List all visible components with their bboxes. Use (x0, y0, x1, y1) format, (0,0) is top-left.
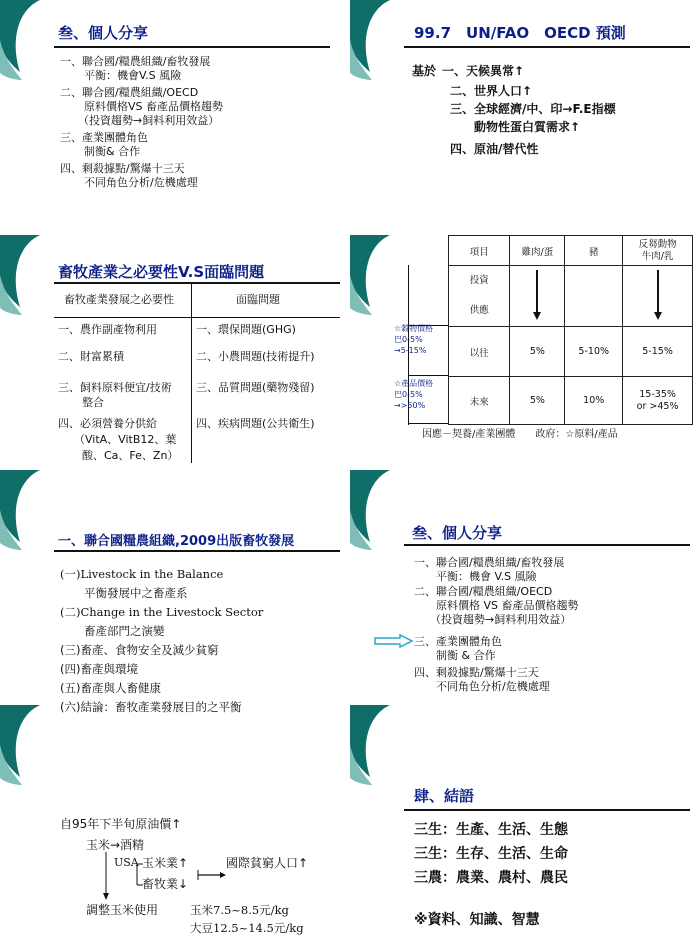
future-ruminant-line2: or >45% (636, 400, 679, 412)
text-line: 一、聯合國/糧農組織/畜牧發展 (60, 55, 211, 68)
text-line: 二、聯合國/糧農組織/OECD (414, 585, 553, 598)
title-underline (404, 809, 690, 811)
slide-1 (0, 0, 350, 235)
slide-5 (0, 470, 350, 714)
future-ruminant (623, 377, 693, 425)
ruminant-arrow-cell (623, 266, 693, 327)
left-item: 整合 (82, 396, 104, 409)
title-underline (54, 550, 340, 552)
header-pig: 豬 (565, 236, 623, 266)
text-line: (四)畜產與環境 (60, 662, 138, 676)
past-label-2: 巴0-5% (394, 335, 423, 344)
future-chicken: 5% (510, 377, 565, 425)
left-item: （VitA、VitB12、葉 (74, 433, 177, 446)
text-line: 畜產部門之演變 (84, 624, 165, 638)
text-line: 原料價格VS 畜產品價格趨勢 (84, 100, 224, 113)
text-line: 自95年下半旬原油價↑ (60, 817, 182, 831)
title-underline (54, 46, 330, 48)
header-ruminant (623, 236, 693, 266)
title-underline (54, 282, 340, 284)
future-ruminant-line1: 15-35% (639, 388, 676, 400)
header-ruminant-line2: 牛肉/乳 (641, 250, 674, 262)
slide-4 (350, 235, 700, 470)
left-item: 酸、Ca、Fe、Zn） (82, 449, 179, 462)
decoration-shape (350, 470, 410, 570)
text-line: 平衡：機會 V.S 風險 (436, 570, 537, 583)
text-line: 制衡& 合作 (84, 145, 141, 158)
future-label-1: ☆產品價格 (394, 379, 434, 388)
future-pig: 10% (565, 377, 623, 425)
pointer-arrow-icon (374, 634, 414, 648)
future-label-3: →>50% (394, 401, 426, 410)
usa-label: USA (114, 856, 139, 869)
text-line: (三)畜產、食物安全及減少貧窮 (60, 643, 219, 657)
poverty-text: 國際貧窮人口↑ (226, 856, 309, 870)
past-ruminant: 5-15% (623, 327, 693, 377)
past-label-1: ☆穀物價格 (394, 324, 434, 333)
slide-7 (0, 705, 350, 940)
header-item: 項目 (449, 236, 510, 266)
text-line: 原料價格 VS 畜產品價格趨勢 (436, 599, 579, 612)
text-line: (六)結論：畜牧產業發展目的之平衡 (60, 700, 242, 714)
header-chicken: 雞肉/蛋 (510, 236, 565, 266)
slide-title: 叁、個人分享 (412, 524, 503, 542)
prefix-text: 基於 (412, 64, 437, 78)
slide-3 (0, 235, 350, 470)
invest-label: 投資 (469, 275, 489, 286)
past-chicken: 5% (510, 327, 565, 377)
text-line: 玉米→酒精 (86, 838, 145, 852)
text-line: （投資趨勢→飼料利用效益） (430, 613, 572, 626)
left-item: 三、飼料原料便宜/技術 (58, 381, 172, 394)
text-line: 不同角色分析/危機處理 (84, 176, 198, 189)
text-line: 三、產業團體角色 (414, 635, 502, 648)
past-pig: 5-10% (565, 327, 623, 377)
livestock-industry: 畜牧業↓ (142, 877, 189, 891)
header-ruminant-line1: 反芻動物 (638, 238, 677, 250)
closing-line: 三生：生產、生活、生態 (414, 822, 568, 838)
text-line: 一、聯合國/糧農組織/畜牧發展 (414, 556, 565, 569)
text-line: 四、原油/替代性 (450, 142, 539, 156)
past-price-label (394, 323, 433, 356)
past-label-3: →5-15% (394, 346, 427, 355)
decoration-shape (0, 0, 60, 100)
decoration-shape (0, 235, 60, 335)
text-line: （投資趨勢→飼料利用效益） (78, 114, 220, 127)
text-line: (二)Change in the Livestock Sector (60, 605, 264, 619)
slide-title: 畜牧產業之必要性V.S面臨問題 (58, 263, 265, 281)
row-border (408, 375, 448, 376)
row-border (408, 423, 448, 424)
decoration-shape (350, 0, 410, 100)
left-item: 一、農作副產物利用 (58, 323, 157, 336)
slide-title: 99.7 UN/FAO OECD 預測 (414, 24, 626, 42)
decoration-shape (0, 470, 60, 570)
right-item: 二、小農問題(技術提升) (196, 350, 315, 363)
text-line: 制衡 & 合作 (436, 649, 496, 662)
text-line: 四、剩殺據點/驚爆十三天 (60, 162, 185, 175)
text-line: 四、剩殺據點/驚爆十三天 (414, 666, 539, 679)
slide-8 (350, 705, 700, 940)
left-item: 四、必須營養分供給 (58, 417, 157, 430)
slide-6 (350, 470, 700, 705)
right-item: 三、品質問題(藥物殘留) (196, 381, 315, 394)
text-line: 動物性蛋白質需求↑ (474, 120, 581, 134)
soy-price: 大豆12.5~14.5元/kg (190, 921, 304, 935)
supply-label: 供應 (469, 305, 489, 316)
text-line: (五)畜產與人畜健康 (60, 681, 161, 695)
arrow-down-icon (532, 268, 542, 322)
adjust-corn: 調整玉米使用 (86, 903, 159, 917)
chicken-arrow-cell (510, 266, 565, 327)
invest-supply-cell (449, 266, 510, 327)
text-line: 平衡：機會V.S 風險 (84, 69, 182, 82)
column-header-left: 畜牧產業發展之必要性 (64, 293, 174, 306)
column-header-right: 面臨問題 (236, 293, 280, 306)
closing-line: 三農：農業、農村、農民 (414, 870, 568, 886)
slide-title: 一、聯合國糧農組織,2009出版畜牧發展 (58, 534, 295, 549)
text-line: 三、產業團體角色 (60, 131, 148, 144)
corn-price: 玉米7.5~8.5元/kg (190, 903, 289, 917)
right-item: 一、環保問題(GHG) (196, 323, 296, 336)
text-line: 三、全球經濟/中、印→F.E指標 (450, 102, 616, 116)
pig-empty-cell (565, 266, 623, 327)
corn-industry: 玉米業↑ (142, 856, 189, 870)
future-label: 未來 (449, 377, 510, 425)
text-line: 二、世界人口↑ (450, 84, 533, 98)
future-price-label (394, 378, 433, 411)
comparison-table (448, 235, 693, 425)
right-item: 四、疾病問題(公共衛生) (196, 417, 315, 430)
column-divider (191, 283, 192, 463)
closing-footer: ※資料、知識、智慧 (414, 912, 540, 928)
decoration-shape (350, 235, 410, 335)
decoration-shape (350, 705, 410, 805)
slide-2 (350, 0, 700, 235)
title-underline (404, 544, 690, 546)
slide-title: 肆、結語 (414, 787, 475, 805)
past-label: 以往 (449, 327, 510, 377)
text-line: (一)Livestock in the Balance (60, 567, 224, 581)
text-line: 二、聯合國/糧農組織/OECD (60, 86, 199, 99)
closing-line: 三生：生存、生活、生命 (414, 846, 568, 862)
title-underline (404, 46, 690, 48)
text-line: 平衡發展中之畜產系 (84, 586, 188, 600)
left-item: 二、財富累積 (58, 350, 124, 363)
header-divider (54, 317, 340, 318)
future-label-2: 巴0-5% (394, 390, 423, 399)
arrow-down-icon (653, 268, 663, 322)
slide-title: 叁、個人分享 (58, 24, 149, 42)
flow-lines (0, 705, 350, 940)
text-line: 一、天候異常↑ (442, 64, 525, 78)
text-line: 不同角色分析/危機處理 (436, 680, 550, 693)
table-footer: 因應－契養/產業團體 政府：☆原料/產品 (422, 429, 618, 440)
